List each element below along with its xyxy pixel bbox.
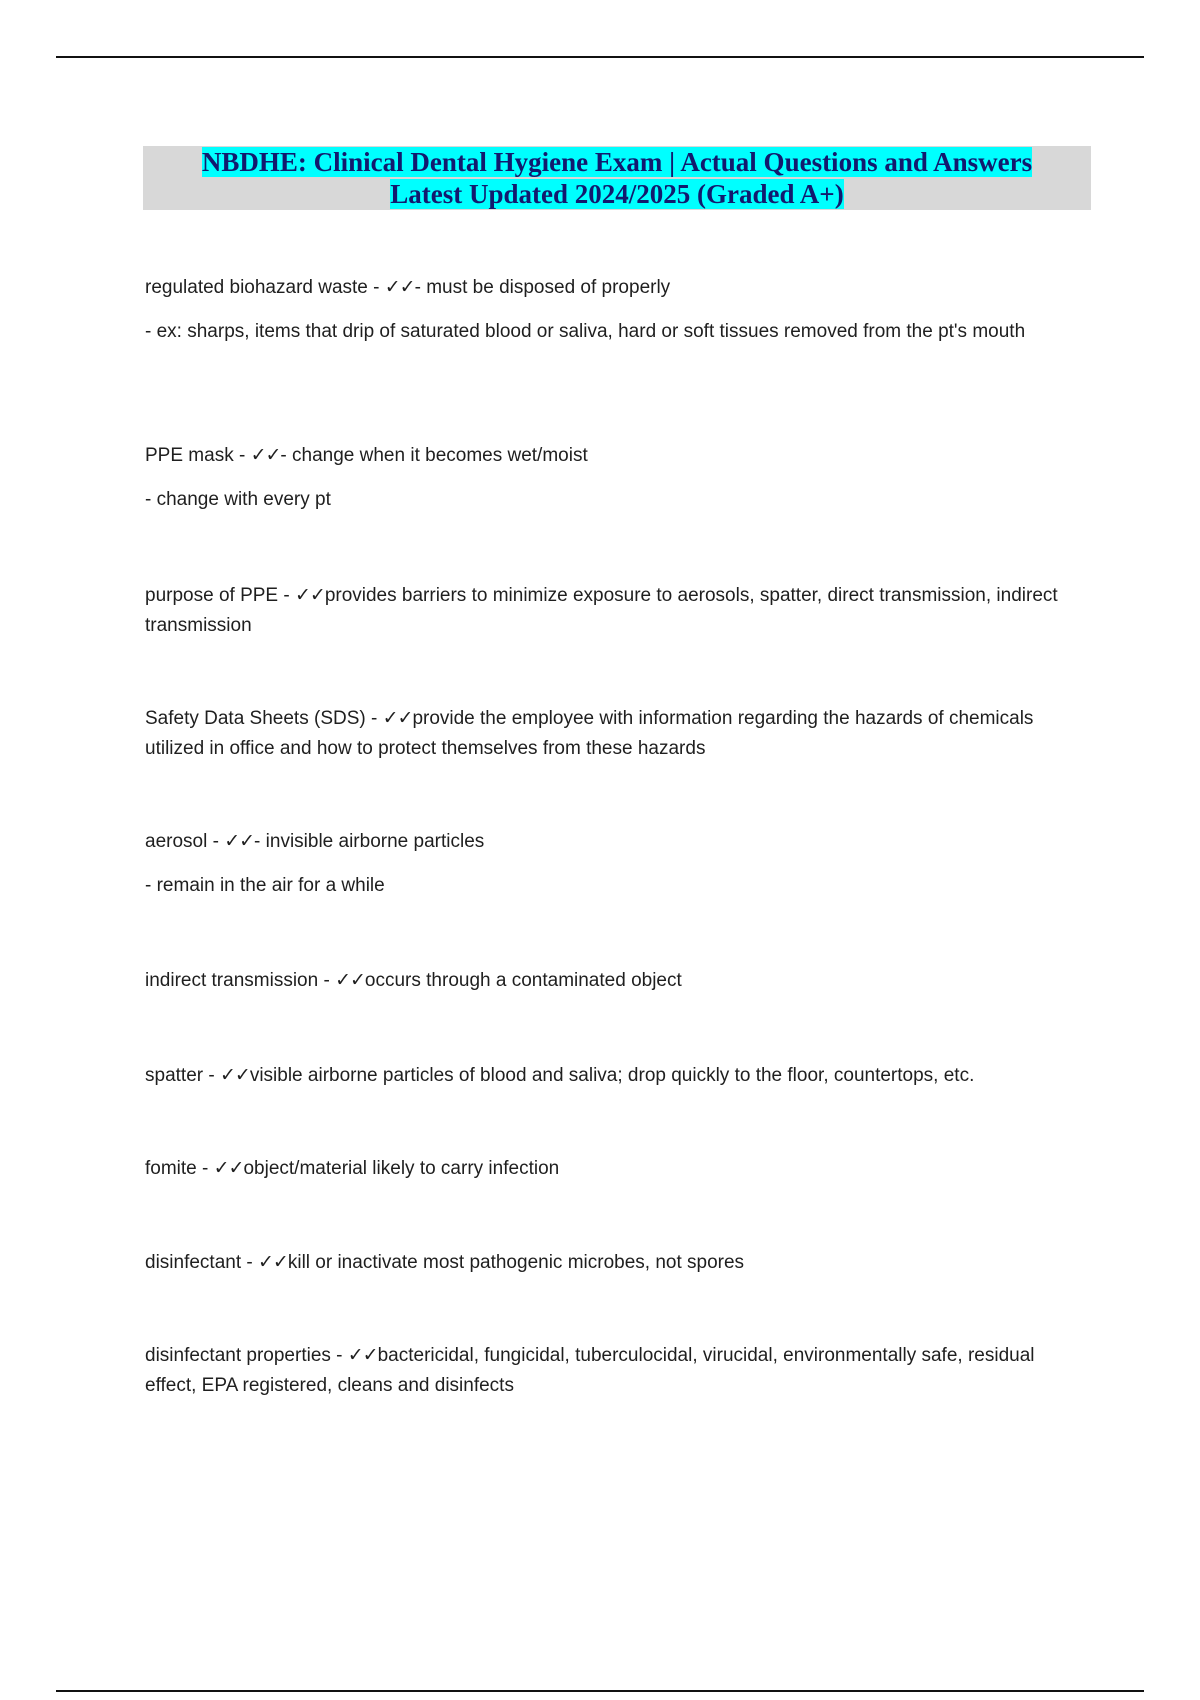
term: disinfectant properties - <box>145 1345 348 1366</box>
double-check-icon: ✓✓ <box>384 276 415 298</box>
qa-entry-disinfectant <box>145 1247 1065 1278</box>
definition: bactericidal, fungicidal, tuberculocidal, virucidal, environmentally safe, residual effect, EPA registered, cleans and disinfects <box>145 1345 1035 1396</box>
term: Safety Data Sheets (SDS) - <box>145 708 383 729</box>
document-title-line-1: NBDHE: Clinical Dental Hygiene Exam | Actual Questions and Answers <box>201 147 1033 177</box>
definition: occurs through a contaminated object <box>364 970 682 991</box>
top-rule <box>56 56 1144 58</box>
definition-detail: - change with every pt <box>145 489 331 510</box>
qa-entry-aerosol <box>145 826 1065 901</box>
double-check-icon: ✓✓ <box>347 1344 378 1366</box>
definition: - change when it becomes wet/moist <box>280 445 588 466</box>
qa-entry-fomite <box>145 1153 1065 1184</box>
qa-entry-indirect-transmission <box>145 965 1065 996</box>
double-check-icon: ✓✓ <box>258 1251 288 1273</box>
definition-detail: - remain in the air for a while <box>145 875 385 896</box>
double-check-icon: ✓✓ <box>382 707 413 729</box>
definition: - invisible airborne particles <box>254 831 485 852</box>
double-check-icon: ✓✓ <box>335 969 365 991</box>
definition-detail: - ex: sharps, items that drip of saturated blood or saliva, hard or soft tissues removed from the pt's mouth <box>145 321 1026 342</box>
term: disinfectant - <box>145 1252 258 1273</box>
qa-entry-regulated-biohazard-waste <box>145 272 1065 347</box>
term: fomite - <box>145 1158 214 1179</box>
qa-entry-disinfectant-properties <box>145 1340 1065 1401</box>
qa-entry-ppe-mask <box>145 440 1065 515</box>
term: PPE mask - <box>145 445 251 466</box>
double-check-icon: ✓✓ <box>213 1157 244 1179</box>
bottom-rule <box>56 1690 1144 1692</box>
term: purpose of PPE - <box>145 585 295 606</box>
definition: visible airborne particles of blood and saliva; drop quickly to the floor, countertops, etc. <box>249 1065 975 1086</box>
definition: object/material likely to carry infection <box>243 1158 560 1179</box>
term: regulated biohazard waste - <box>145 277 385 298</box>
qa-entry-safety-data-sheets <box>145 703 1065 764</box>
document-title-box <box>143 146 1091 210</box>
term: indirect transmission - <box>145 970 336 991</box>
document-title-line-2: Latest Updated 2024/2025 (Graded A+) <box>390 179 844 209</box>
definition: provide the employee with information regarding the hazards of chemicals utilized in office and how to protect themselves from these hazards <box>145 708 1034 759</box>
qa-entry-purpose-of-ppe <box>145 580 1065 641</box>
double-check-icon: ✓✓ <box>250 444 281 466</box>
term: aerosol - <box>145 831 225 852</box>
double-check-icon: ✓✓ <box>219 1064 250 1086</box>
double-check-icon: ✓✓ <box>294 584 325 606</box>
definition: provides barriers to minimize exposure to aerosols, spatter, direct transmission, indirect transmission <box>145 585 1058 636</box>
qa-entry-spatter <box>145 1060 1065 1091</box>
double-check-icon: ✓✓ <box>224 830 255 852</box>
definition: kill or inactivate most pathogenic microbes, not spores <box>287 1252 745 1273</box>
definition: - must be disposed of properly <box>414 277 671 298</box>
term: spatter - <box>145 1065 220 1086</box>
